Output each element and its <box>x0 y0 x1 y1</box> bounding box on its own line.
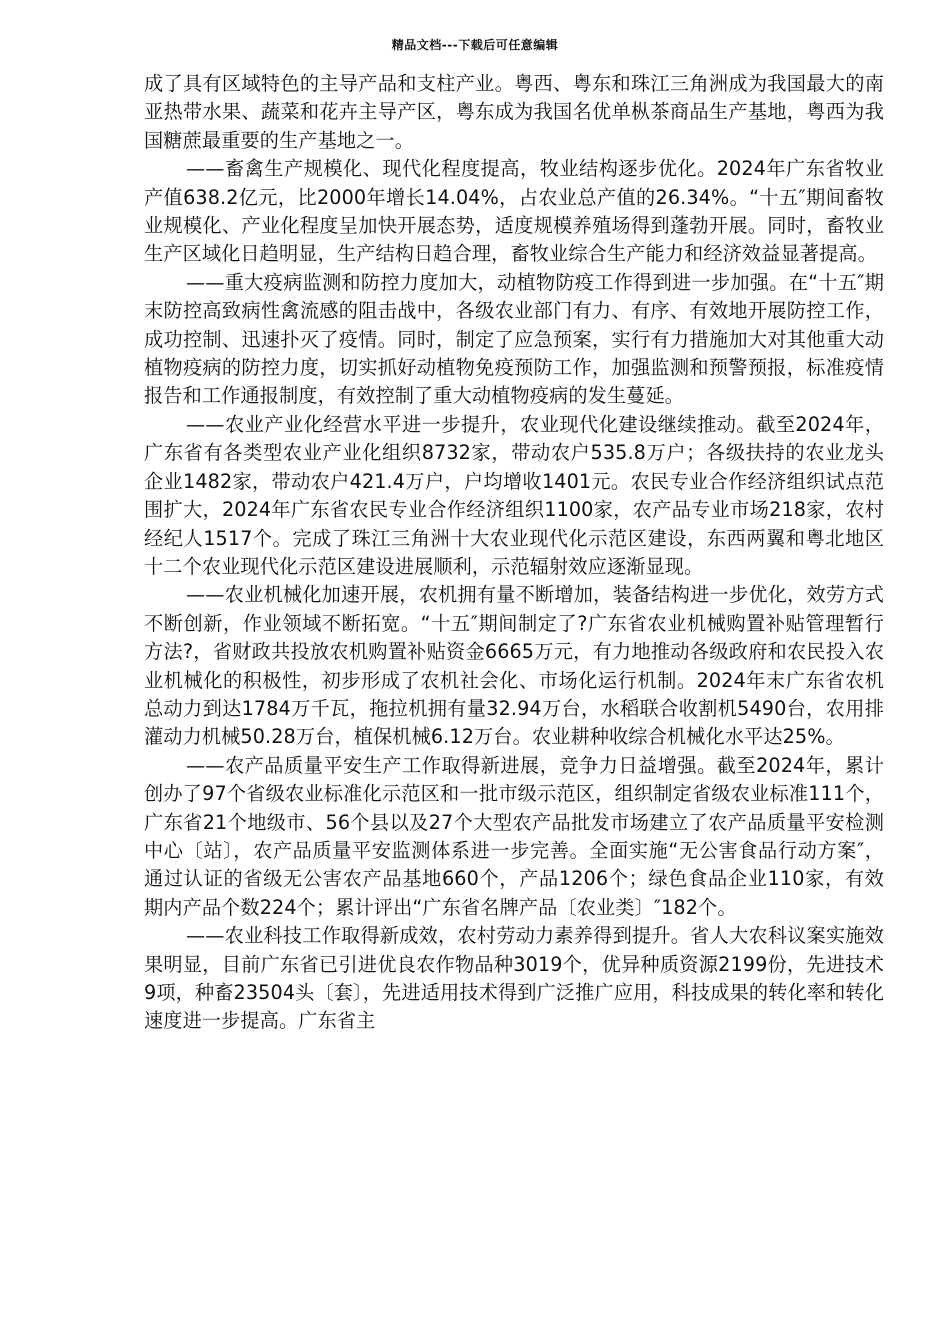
paragraph-mechanization: ——农业机械化加速开展，农机拥有量不断增加，装备结构进一步优化，效劳方式不断创新，作业领域不断拓宽。“十五″期间制定了?广东省农业机械购置补贴管理暂行方法?，省财政共投放农机购置补贴资金6665万元，有力地推动各级政府和农民投入农业机械化的积极性，初步形成了农机社会化、市场化运行机制。2024年末广东省农机总动力到达1784万千瓦，拖拉机拥有量32.94万台，水稻联合收割机5490台，农用排灌动力机械50.28万台，植保机械6.12万台。农业耕种收综合机械化水平达25%。 <box>144 583 884 749</box>
page-header: 精品文档---下载后可任意编辑 <box>391 38 559 52</box>
paragraph-quality-safety: ——农产品质量平安生产工作取得新进展，竞争力日益增强。截至2024年，累计创办了97个省级农业标准化示范区和一批市级示范区，组织制定省级农业标准111个，广东省21个地级市、56个县以及27个大型农产品批发市场建立了农产品质量平安检测中心〔站〕，农产品质量平安监测体系进一步完善。全面实施“无公害食品行动方案″，通过认证的省级无公害农产品基地660个，产品1206个；绿色食品企业110家，有效期内产品个数224个；累计评出“广东省名牌产品〔农业类〕″182个。 <box>144 753 884 919</box>
paragraph-epidemic-control: ——重大疫病监测和防控力度加大，动植物防疫工作得到进一步加强。在“十五″期末防控高致病性禽流感的阻击战中，各级农业部门有力、有序、有效地开展防控工作，成功控制、迅速扑灭了疫情。同时，制定了应急预案，实行有力措施加大对其他重大动植物疫病的防控力度，切实抓好动植物免疫预防工作，加强监测和预警预报，标准疫情报告和工作通报制度，有效控制了重大动植物疫病的发生蔓延。 <box>144 270 884 408</box>
paragraph-continuation: 成了具有区域特色的主导产品和支柱产业。粤西、粤东和珠江三角洲成为我国最大的南亚热带水果、蔬菜和花卉主导产区，粤东成为我国名优单枞茶商品生产基地，粤西为我国糖蔗最重要的生产基地之一。 <box>144 72 884 152</box>
paragraph-livestock: ——畜禽生产规模化、现代化程度提高，牧业结构逐步优化。2024年广东省牧业产值638.2亿元，比2000年增长14.04%，占农业总产值的26.34%。“十五″期间畜牧业规模化、产业化程度呈加快开展态势，适度规模养殖场得到蓬勃开展。同时，畜牧业生产区域化日趋明显，生产结构日趋合理，畜牧业综合生产能力和经济效益显著提高。 <box>144 157 884 266</box>
paragraph-science-technology: ——农业科技工作取得新成效，农村劳动力素养得到提升。省人大农科议案实施效果明显，目前广东省已引进优良农作物品种3019个，优异种质资源2199份，先进技术9项，种畜23504头〔套〕，先进适用技术得到广泛推广应用，科技成果的转化率和转化速度进一步提高。广东省主 <box>144 924 884 1033</box>
paragraph-industrialization: ——农业产业化经营水平进一步提升，农业现代化建设继续推动。截至2024年，广东省有各类型农业产业化组织8732家，带动农户535.8万户；各级扶持的农业龙头企业1482家，带动农户421.4万户，户均增收1401元。农民专业合作经济组织试点范围扩大，2024年广东省农民专业合作经济组织1100家，农产品专业市场218家，农村经纪人1517个。完成了珠江三角洲十大农业现代化示范区建设，东西两翼和粤北地区十二个农业现代化示范区建设进展顺利，示范辐射效应逐渐显现。 <box>144 412 884 578</box>
document-body <box>144 70 884 1036</box>
